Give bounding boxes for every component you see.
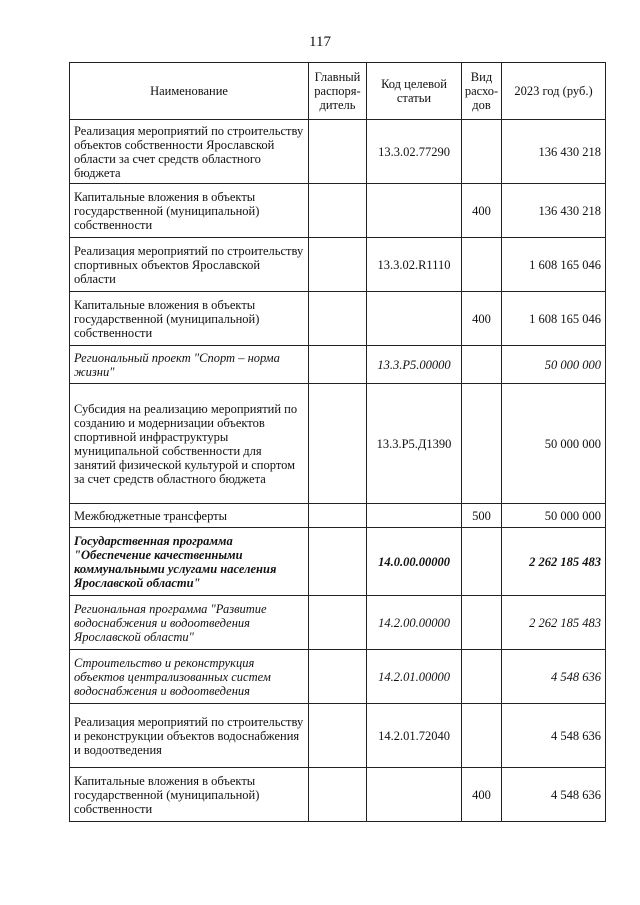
name-cell: Реализация мероприятий по строительству спортивных объектов Ярославской области [70,238,309,292]
admin-cell [309,596,367,650]
amount-cell: 4 548 636 [502,768,606,822]
admin-cell [309,238,367,292]
type-cell [462,650,502,704]
amount-cell: 136 430 218 [502,120,606,184]
name-cell: Капитальные вложения в объекты государственной (муниципальной) собственности [70,292,309,346]
budget-table [69,62,606,822]
table-row [70,596,606,650]
name-cell: Капитальные вложения в объекты государственной (муниципальной) собственности [70,184,309,238]
type-cell: 500 [462,504,502,528]
table-row [70,238,606,292]
code-cell: 14.2.01.00000 [367,650,462,704]
code-cell: 13.3.Р5.Д1390 [367,384,462,504]
name-cell: Региональный проект "Спорт – норма жизни" [70,346,309,384]
code-cell: 14.2.00.00000 [367,596,462,650]
code-cell: 13.3.02.R1110 [367,238,462,292]
name-cell: Реализация мероприятий по строительству и реконструкции объектов водоснабжения и водоотведения [70,704,309,768]
type-cell [462,528,502,596]
table-row [70,292,606,346]
header-amount: 2023 год (руб.) [502,63,606,120]
name-cell: Строительство и реконструкция объектов централизованных систем водоснабжения и водоотведения [70,650,309,704]
type-cell [462,704,502,768]
amount-cell: 1 608 165 046 [502,238,606,292]
table-row [70,528,606,596]
code-cell: 13.3.Р5.00000 [367,346,462,384]
header-code: Код целевой статьи [367,63,462,120]
table-row [70,384,606,504]
admin-cell [309,292,367,346]
type-cell: 400 [462,184,502,238]
code-cell: 14.0.00.00000 [367,528,462,596]
header-admin: Главный распоря-дитель [309,63,367,120]
admin-cell [309,120,367,184]
type-cell [462,596,502,650]
amount-cell: 2 262 185 483 [502,596,606,650]
amount-cell: 50 000 000 [502,504,606,528]
amount-cell: 136 430 218 [502,184,606,238]
table-row [70,120,606,184]
header-type: Вид расхо-дов [462,63,502,120]
admin-cell [309,704,367,768]
admin-cell [309,504,367,528]
code-cell [367,292,462,346]
admin-cell [309,528,367,596]
page-number: 117 [309,34,331,50]
type-cell [462,384,502,504]
type-cell [462,238,502,292]
table-row [70,504,606,528]
table-header-row [70,63,606,120]
amount-cell: 50 000 000 [502,346,606,384]
table-row [70,184,606,238]
header-name: Наименование [70,63,309,120]
amount-cell: 1 608 165 046 [502,292,606,346]
code-cell [367,184,462,238]
name-cell: Капитальные вложения в объекты государственной (муниципальной) собственности [70,768,309,822]
admin-cell [309,768,367,822]
table-row [70,768,606,822]
name-cell: Региональная программа "Развитие водоснабжения и водоотведения Ярославской области" [70,596,309,650]
admin-cell [309,650,367,704]
name-cell: Субсидия на реализацию мероприятий по созданию и модернизации объектов спортивной инфраструктуры муниципальной собственности для занятий физической культурой и спортом за счет средств областного бюджета [70,384,309,504]
name-cell: Межбюджетные трансферты [70,504,309,528]
code-cell: 14.2.01.72040 [367,704,462,768]
code-cell: 13.3.02.77290 [367,120,462,184]
table-row [70,346,606,384]
type-cell: 400 [462,768,502,822]
admin-cell [309,384,367,504]
code-cell [367,504,462,528]
type-cell [462,120,502,184]
admin-cell [309,184,367,238]
admin-cell [309,346,367,384]
table-row [70,704,606,768]
amount-cell: 50 000 000 [502,384,606,504]
name-cell: Реализация мероприятий по строительству объектов собственности Ярославской области за счет средств областного бюджета [70,120,309,184]
amount-cell: 2 262 185 483 [502,528,606,596]
amount-cell: 4 548 636 [502,650,606,704]
table-row [70,650,606,704]
type-cell [462,346,502,384]
name-cell: Государственная программа "Обеспечение качественными коммунальными услугами населения Ярославской области" [70,528,309,596]
type-cell: 400 [462,292,502,346]
amount-cell: 4 548 636 [502,704,606,768]
code-cell [367,768,462,822]
